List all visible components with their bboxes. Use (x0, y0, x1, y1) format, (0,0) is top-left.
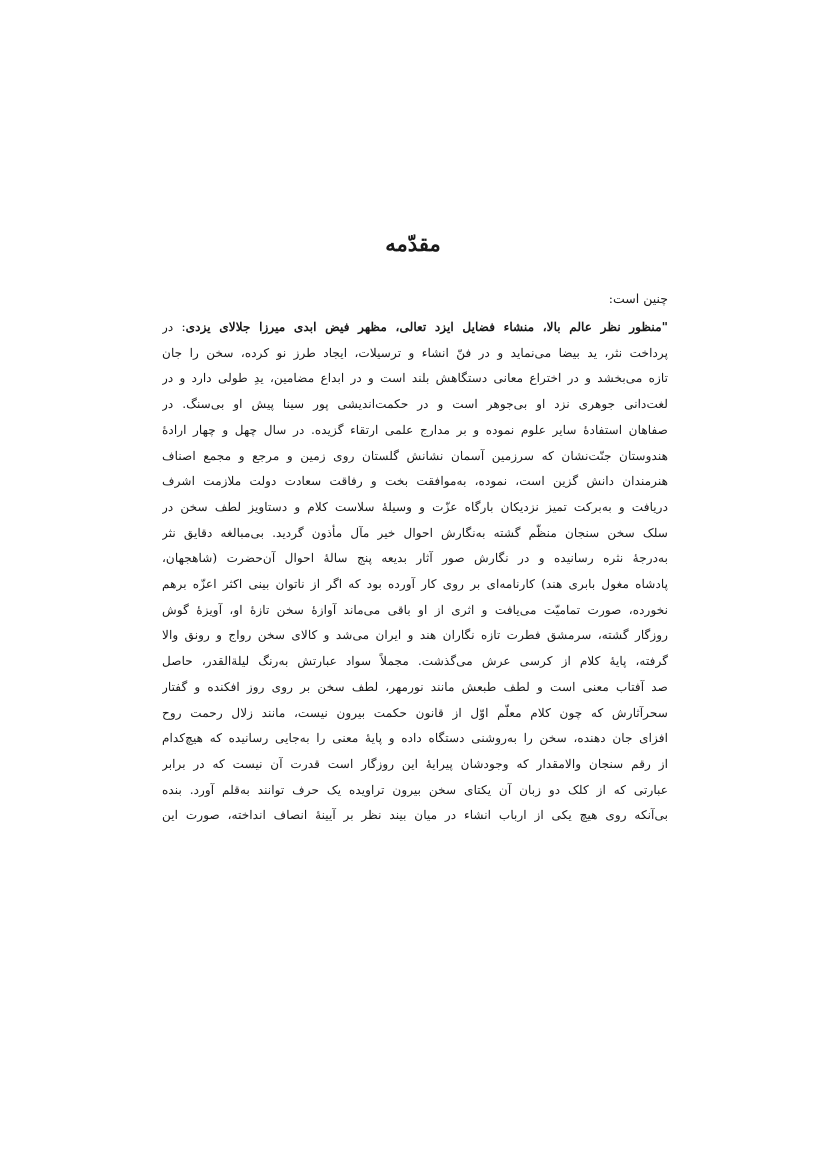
body-line: روزگار گشته، سرمشق فطرت تازه نگاران هند و ایران می‌شد و کالای سخن رواج و رونق والا (162, 628, 668, 643)
body-paragraph (162, 315, 668, 829)
body-line: از رقم سنجان والامقدار که وجودشان پیرایهٔ این روزگار است قدرت آن نیست که در برابر (162, 756, 668, 771)
body-line: عبارتی که از کلک دو زبان آن یکتای سخن بیرون تراویده یک حرف توانند به‌قلم آورد. بنده (162, 782, 668, 797)
body-line: افزای جان دهنده، سخن را به‌روشنی دستگاه داده و پایهٔ معنی را به‌جایی رسانیده که هیچ‌کدام (162, 731, 668, 746)
body-line: هندوستان جنّت‌نشان که سرزمین آسمان نشانش گلستان روی زمین و مرجع و مجمع اصناف (162, 448, 668, 463)
body-line: بی‌آنکه روی هیچ یکی از ارباب انشاء در میان بیند نظر بر آیینهٔ انصاف انداخته، صورت این (162, 808, 668, 823)
body-line: سحرآثارش که چون کلام معلّم اوّل از قانون حکمت بیرون نیست، مانند زلال رحمت روح (162, 705, 668, 720)
body-line: به‌درجهٔ نثره رسانیده و در نگارش صور آثار بدیعه پنج سالهٔ احوال آن‌حضرت (شاهجهان، (162, 551, 668, 566)
lead-bold-text: "منظور نظر عالم بالا، منشاء فضایل ایزد تعالی، مظهر فیض ابدی میرزا جلالای یزدی (185, 320, 668, 334)
body-line: سلک سخن سنجان منظّم گشته به‌نگارش احوال خیر مآل مأذون گردید. بی‌مبالغه دقایق نثر (162, 525, 668, 540)
intro-text: چنین است: (608, 291, 668, 306)
body-line: صفاهان استفادهٔ سایر علوم نموده و بر مدارج علمی ارتقاء گزیده. در سال چهل و چهار ارادهٔ (162, 422, 668, 437)
body-line: پرداخت نثر، ید بیضا می‌نماید و در فنّ انشاء و ترسیلات، ایجاد طرز نو کرده، سخن را جان (162, 345, 668, 360)
page-title: مقدّمه (385, 231, 441, 256)
body-line: دریافت و به‌برکت تمیز نزدیکان بارگاه عزّت و وسیلهٔ سلاست کلام و دستاویز لطف سخن در (162, 499, 668, 514)
body-line: پادشاه مغول بابری هند) کارنامه‌ای بر روی کار آورده بود که اگر از ناتوان بینی اکثر اعزّه برهم (162, 577, 668, 592)
body-line: گرفته، پایهٔ کلام از کرسی عرش می‌گذشت. مجملاً سواد عبارتش به‌رنگ لیلة‌القدر، حاصل (162, 654, 668, 669)
body-line (162, 315, 668, 341)
lead-rest-text: : در (162, 320, 186, 334)
body-line: نخورده، صورت تمامیّت می‌یافت و اثری از او باقی می‌ماند آوازهٔ سخن تازهٔ او، آویزهٔ گوش (162, 602, 668, 617)
body-line: لغت‌دانی جوهری نزد او بی‌جوهر است و در حکمت‌اندیشی پور سینا پیش او بی‌سنگ. در (162, 397, 668, 412)
body-line: تازه می‌بخشد و در اختراع معانی دستگاهش بلند است و در ابداع مضامین، یدِ طولی دارد و در (162, 371, 668, 386)
body-line: صد آفتاب معنی است و لطف طبعش مانند نورمهر، لطف سخن بر روی روز افکنده و گفتار (162, 679, 668, 694)
body-line: هنرمندان دانش گزین است، نموده، به‌موافقت بخت و رفاقت سعادت دولت ملازمت اشرف (162, 474, 668, 489)
